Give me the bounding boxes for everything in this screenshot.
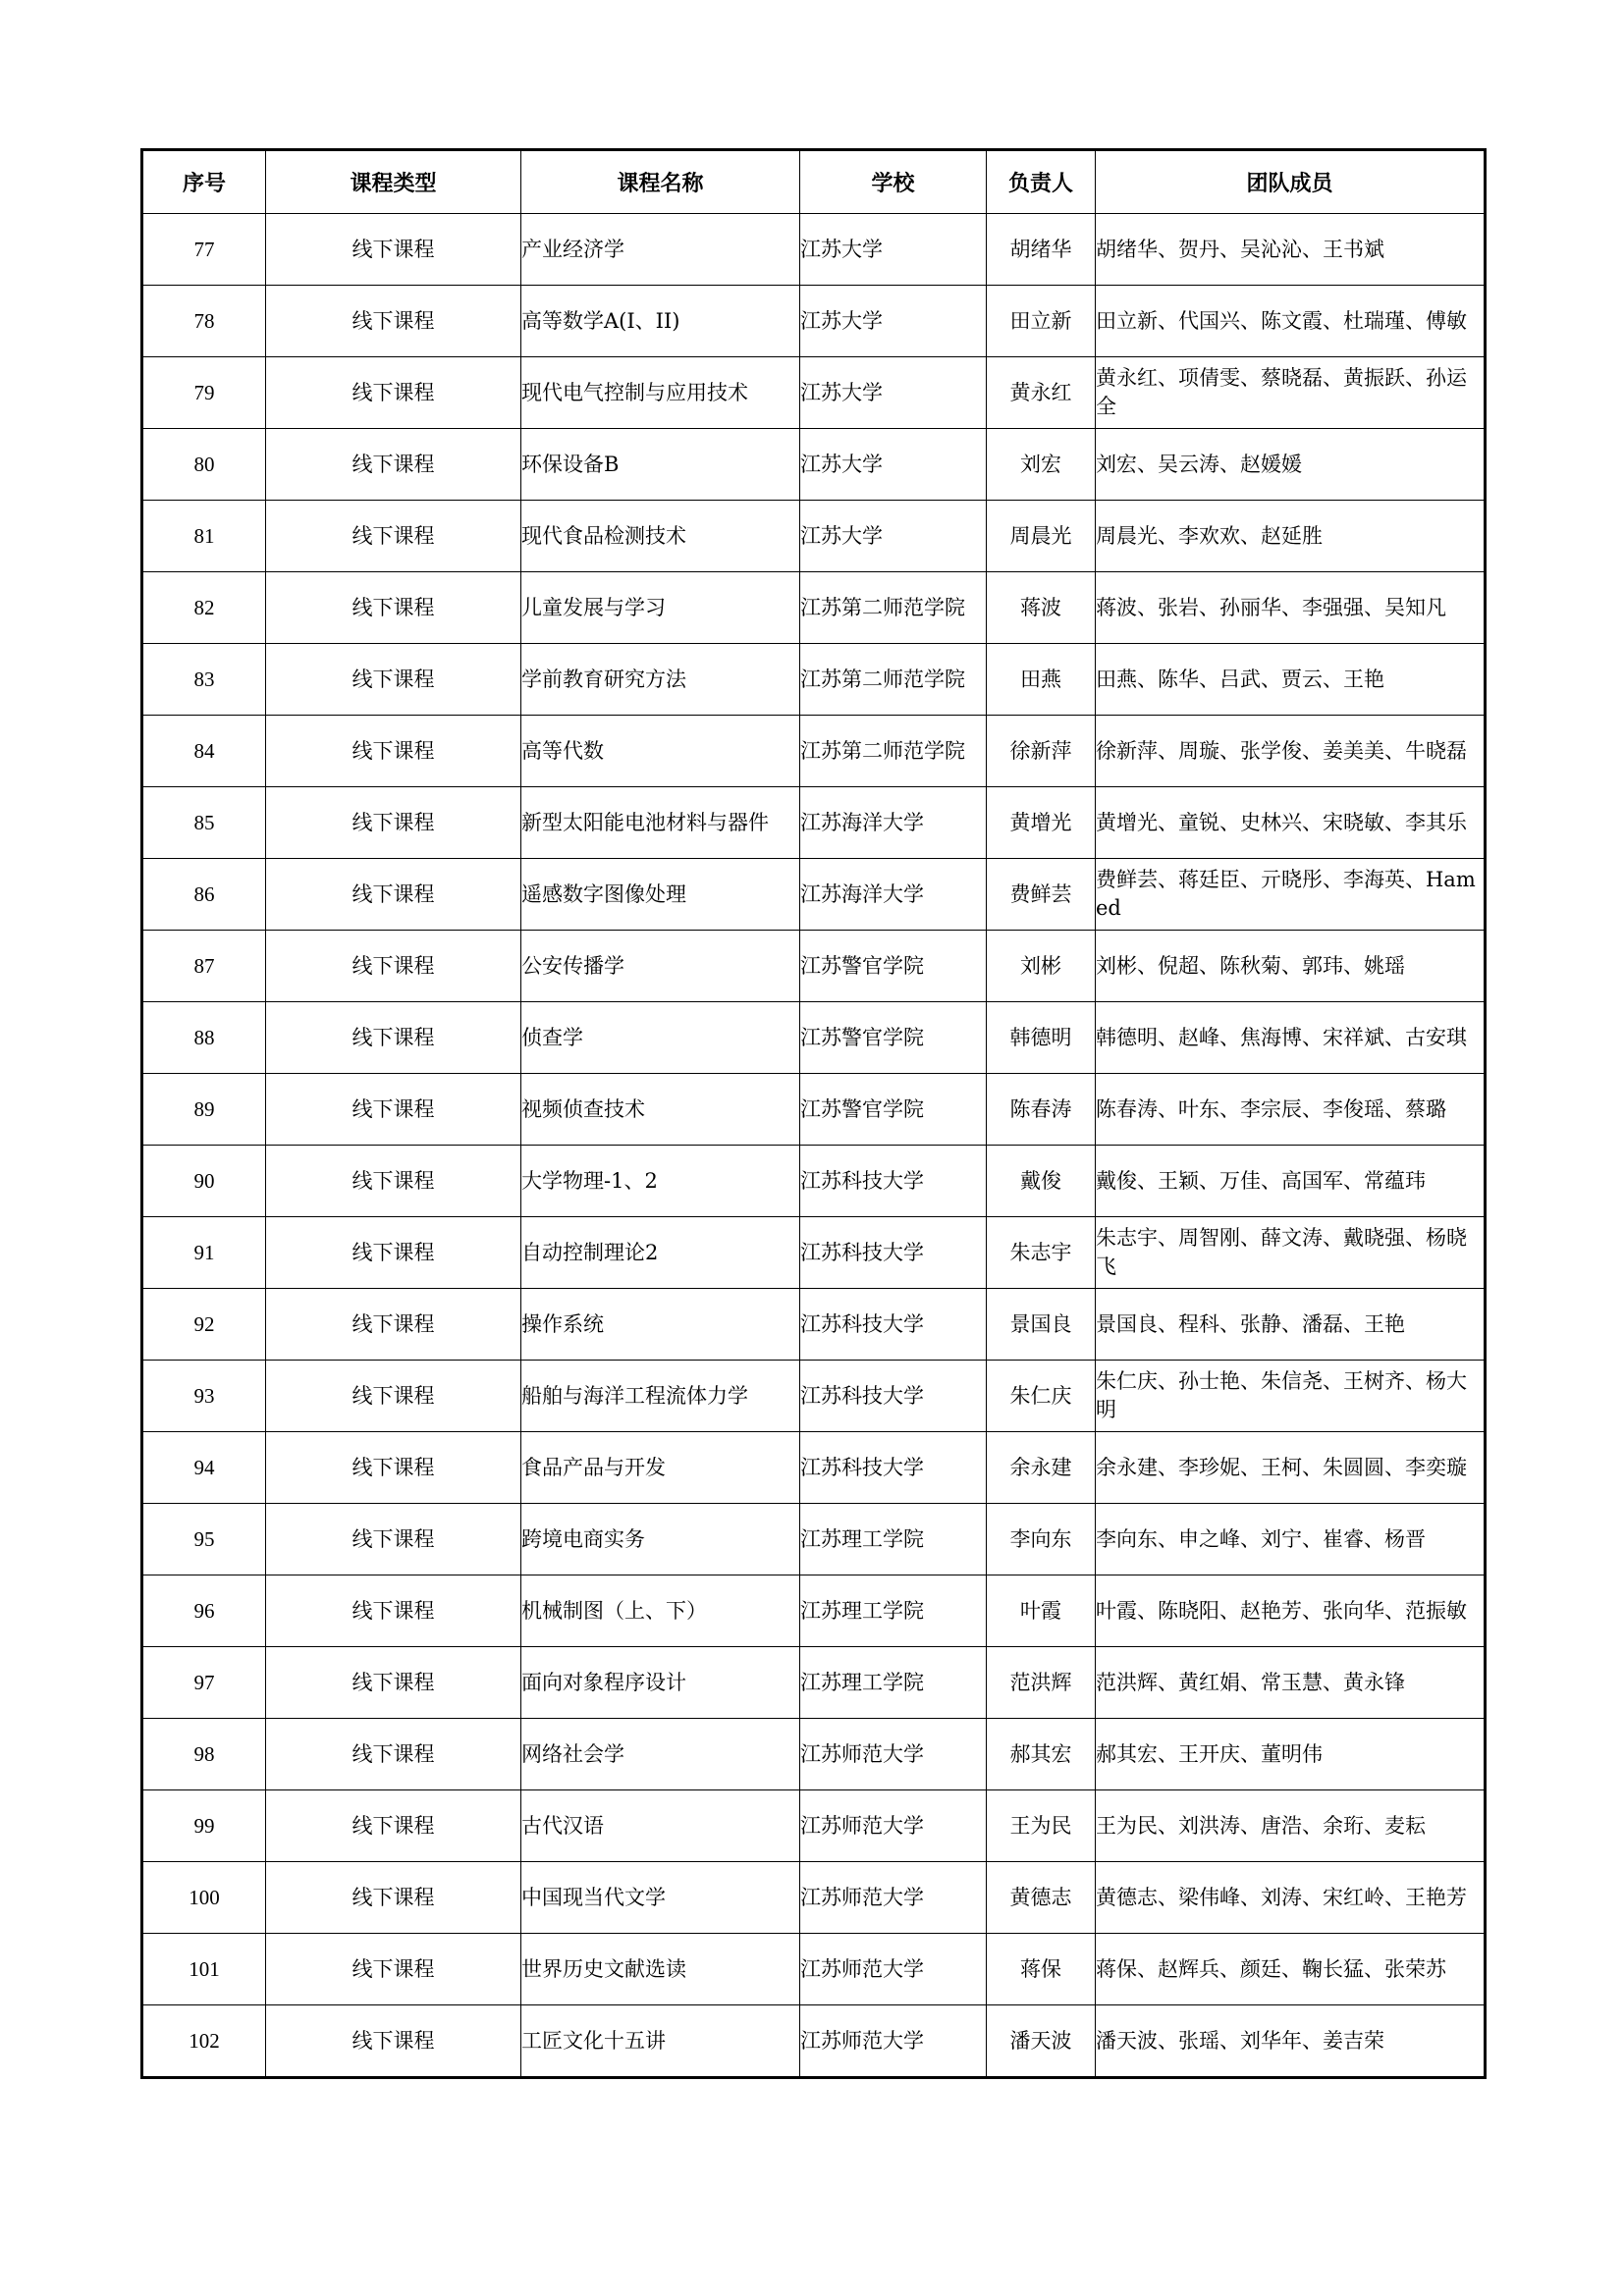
cell-num: 79	[142, 357, 266, 429]
cell-team-members: 胡绪华、贺丹、吴沁沁、王书斌	[1096, 214, 1486, 286]
cell-team-members: 陈春涛、叶东、李宗辰、李俊瑶、蔡璐	[1096, 1074, 1486, 1146]
header-row	[142, 150, 1486, 214]
cell-course-type: 线下课程	[266, 1074, 521, 1146]
cell-team-members: 黄增光、童锐、史林兴、宋晓敏、李其乐	[1096, 787, 1486, 859]
cell-course-name: 遥感数字图像处理	[521, 859, 800, 931]
table-row	[142, 1074, 1486, 1146]
cell-school: 江苏师范大学	[800, 1790, 987, 1862]
table-body	[142, 214, 1486, 2078]
cell-team-members: 潘天波、张瑶、刘华年、姜吉荣	[1096, 2005, 1486, 2078]
cell-lead: 周晨光	[987, 501, 1096, 572]
table-row	[142, 572, 1486, 644]
cell-course-name: 学前教育研究方法	[521, 644, 800, 716]
cell-lead: 田立新	[987, 286, 1096, 357]
table-row	[142, 931, 1486, 1002]
cell-course-name: 船舶与海洋工程流体力学	[521, 1361, 800, 1432]
cell-num: 95	[142, 1504, 266, 1575]
table-row	[142, 1002, 1486, 1074]
cell-team-members: 田立新、代国兴、陈文霞、杜瑞瑾、傅敏	[1096, 286, 1486, 357]
cell-school: 江苏理工学院	[800, 1575, 987, 1647]
cell-school: 江苏师范大学	[800, 2005, 987, 2078]
cell-school: 江苏科技大学	[800, 1217, 987, 1289]
cell-team-members: 范洪辉、黄红娟、常玉慧、黄永锋	[1096, 1647, 1486, 1719]
table-row	[142, 644, 1486, 716]
table-row	[142, 1647, 1486, 1719]
cell-course-type: 线下课程	[266, 716, 521, 787]
cell-num: 85	[142, 787, 266, 859]
cell-school: 江苏海洋大学	[800, 859, 987, 931]
cell-course-type: 线下课程	[266, 644, 521, 716]
cell-num: 94	[142, 1432, 266, 1504]
table-row	[142, 1575, 1486, 1647]
table-row	[142, 501, 1486, 572]
cell-course-type: 线下课程	[266, 214, 521, 286]
cell-school: 江苏警官学院	[800, 1002, 987, 1074]
cell-course-name: 产业经济学	[521, 214, 800, 286]
table-row	[142, 357, 1486, 429]
cell-course-name: 古代汉语	[521, 1790, 800, 1862]
cell-num: 89	[142, 1074, 266, 1146]
cell-course-type: 线下课程	[266, 1146, 521, 1217]
cell-course-type: 线下课程	[266, 2005, 521, 2078]
document-page	[140, 148, 1484, 2079]
cell-team-members: 黄德志、梁伟峰、刘涛、宋红岭、王艳芳	[1096, 1862, 1486, 1934]
cell-school: 江苏第二师范学院	[800, 572, 987, 644]
cell-course-name: 现代食品检测技术	[521, 501, 800, 572]
cell-num: 81	[142, 501, 266, 572]
cell-lead: 王为民	[987, 1790, 1096, 1862]
cell-school: 江苏理工学院	[800, 1504, 987, 1575]
cell-course-name: 面向对象程序设计	[521, 1647, 800, 1719]
cell-team-members: 叶霞、陈晓阳、赵艳芳、张向华、范振敏	[1096, 1575, 1486, 1647]
cell-school: 江苏师范大学	[800, 1719, 987, 1790]
cell-school: 江苏大学	[800, 357, 987, 429]
cell-lead: 刘宏	[987, 429, 1096, 501]
cell-school: 江苏第二师范学院	[800, 644, 987, 716]
table-row	[142, 1146, 1486, 1217]
cell-num: 86	[142, 859, 266, 931]
cell-lead: 田燕	[987, 644, 1096, 716]
cell-course-name: 操作系统	[521, 1289, 800, 1361]
table-row	[142, 214, 1486, 286]
cell-lead: 刘彬	[987, 931, 1096, 1002]
cell-team-members: 刘宏、吴云涛、赵媛媛	[1096, 429, 1486, 501]
cell-num: 78	[142, 286, 266, 357]
cell-team-members: 景国良、程科、张静、潘磊、王艳	[1096, 1289, 1486, 1361]
table-row	[142, 286, 1486, 357]
cell-team-members: 刘彬、倪超、陈秋菊、郭玮、姚瑶	[1096, 931, 1486, 1002]
cell-lead: 李向东	[987, 1504, 1096, 1575]
cell-team-members: 蒋保、赵辉兵、颜廷、鞠长猛、张荣苏	[1096, 1934, 1486, 2005]
cell-course-name: 跨境电商实务	[521, 1504, 800, 1575]
cell-team-members: 黄永红、项倩雯、蔡晓磊、黄振跃、孙运全	[1096, 357, 1486, 429]
cell-lead: 黄永红	[987, 357, 1096, 429]
cell-school: 江苏警官学院	[800, 931, 987, 1002]
table-row	[142, 1217, 1486, 1289]
cell-num: 80	[142, 429, 266, 501]
table-row	[142, 716, 1486, 787]
cell-course-name: 中国现当代文学	[521, 1862, 800, 1934]
header-name: 课程名称	[521, 150, 800, 214]
cell-num: 87	[142, 931, 266, 1002]
cell-lead: 黄德志	[987, 1862, 1096, 1934]
header-team: 团队成员	[1096, 150, 1486, 214]
cell-lead: 郝其宏	[987, 1719, 1096, 1790]
cell-course-name: 世界历史文献选读	[521, 1934, 800, 2005]
cell-course-type: 线下课程	[266, 1790, 521, 1862]
cell-lead: 费鲜芸	[987, 859, 1096, 931]
cell-course-type: 线下课程	[266, 859, 521, 931]
cell-course-name: 新型太阳能电池材料与器件	[521, 787, 800, 859]
cell-team-members: 朱志宇、周智刚、薛文涛、戴晓强、杨晓飞	[1096, 1217, 1486, 1289]
cell-lead: 戴俊	[987, 1146, 1096, 1217]
table-row	[142, 1862, 1486, 1934]
cell-course-type: 线下课程	[266, 1647, 521, 1719]
cell-school: 江苏大学	[800, 286, 987, 357]
cell-lead: 叶霞	[987, 1575, 1096, 1647]
cell-course-name: 工匠文化十五讲	[521, 2005, 800, 2078]
table-row	[142, 429, 1486, 501]
cell-lead: 潘天波	[987, 2005, 1096, 2078]
cell-school: 江苏科技大学	[800, 1146, 987, 1217]
header-school: 学校	[800, 150, 987, 214]
cell-course-name: 高等代数	[521, 716, 800, 787]
cell-course-type: 线下课程	[266, 1575, 521, 1647]
cell-course-type: 线下课程	[266, 1862, 521, 1934]
cell-course-name: 侦查学	[521, 1002, 800, 1074]
cell-team-members: 蒋波、张岩、孙丽华、李强强、吴知凡	[1096, 572, 1486, 644]
cell-course-name: 公安传播学	[521, 931, 800, 1002]
cell-course-type: 线下课程	[266, 572, 521, 644]
header-type: 课程类型	[266, 150, 521, 214]
cell-lead: 徐新萍	[987, 716, 1096, 787]
cell-num: 99	[142, 1790, 266, 1862]
cell-team-members: 戴俊、王颖、万佳、高国军、常蕴玮	[1096, 1146, 1486, 1217]
cell-lead: 朱志宇	[987, 1217, 1096, 1289]
cell-school: 江苏第二师范学院	[800, 716, 987, 787]
cell-course-type: 线下课程	[266, 1719, 521, 1790]
cell-course-type: 线下课程	[266, 1504, 521, 1575]
header-lead: 负责人	[987, 150, 1096, 214]
cell-team-members: 余永建、李珍妮、王柯、朱圆圆、李奕璇	[1096, 1432, 1486, 1504]
cell-course-name: 视频侦查技术	[521, 1074, 800, 1146]
cell-course-type: 线下课程	[266, 501, 521, 572]
cell-lead: 余永建	[987, 1432, 1096, 1504]
table-row	[142, 1934, 1486, 2005]
cell-school: 江苏师范大学	[800, 1862, 987, 1934]
cell-course-name: 食品产品与开发	[521, 1432, 800, 1504]
cell-course-name: 大学物理-1、2	[521, 1146, 800, 1217]
cell-team-members: 李向东、申之峰、刘宁、崔睿、杨晋	[1096, 1504, 1486, 1575]
cell-course-type: 线下课程	[266, 787, 521, 859]
cell-course-type: 线下课程	[266, 286, 521, 357]
table-row	[142, 1790, 1486, 1862]
cell-course-type: 线下课程	[266, 1002, 521, 1074]
cell-lead: 陈春涛	[987, 1074, 1096, 1146]
cell-course-type: 线下课程	[266, 1217, 521, 1289]
cell-school: 江苏师范大学	[800, 1934, 987, 2005]
cell-course-type: 线下课程	[266, 1361, 521, 1432]
cell-num: 102	[142, 2005, 266, 2078]
cell-course-type: 线下课程	[266, 1934, 521, 2005]
cell-team-members: 周晨光、李欢欢、赵延胜	[1096, 501, 1486, 572]
cell-course-name: 机械制图（上、下）	[521, 1575, 800, 1647]
cell-team-members: 韩德明、赵峰、焦海博、宋祥斌、古安琪	[1096, 1002, 1486, 1074]
cell-school: 江苏大学	[800, 429, 987, 501]
cell-num: 83	[142, 644, 266, 716]
table-row	[142, 1432, 1486, 1504]
cell-lead: 韩德明	[987, 1002, 1096, 1074]
cell-school: 江苏海洋大学	[800, 787, 987, 859]
cell-school: 江苏科技大学	[800, 1432, 987, 1504]
cell-school: 江苏科技大学	[800, 1361, 987, 1432]
cell-num: 77	[142, 214, 266, 286]
cell-course-type: 线下课程	[266, 931, 521, 1002]
table-row	[142, 859, 1486, 931]
cell-lead: 蒋保	[987, 1934, 1096, 2005]
cell-team-members: 朱仁庆、孙士艳、朱信尧、王树齐、杨大明	[1096, 1361, 1486, 1432]
cell-course-type: 线下课程	[266, 429, 521, 501]
cell-team-members: 田燕、陈华、吕武、贾云、王艳	[1096, 644, 1486, 716]
cell-course-name: 现代电气控制与应用技术	[521, 357, 800, 429]
cell-num: 96	[142, 1575, 266, 1647]
cell-school: 江苏大学	[800, 501, 987, 572]
cell-num: 98	[142, 1719, 266, 1790]
cell-school: 江苏科技大学	[800, 1289, 987, 1361]
cell-course-name: 环保设备B	[521, 429, 800, 501]
cell-school: 江苏警官学院	[800, 1074, 987, 1146]
cell-school: 江苏大学	[800, 214, 987, 286]
table-row	[142, 1289, 1486, 1361]
cell-course-name: 自动控制理论2	[521, 1217, 800, 1289]
cell-team-members: 徐新萍、周璇、张学俊、姜美美、牛晓磊	[1096, 716, 1486, 787]
cell-num: 82	[142, 572, 266, 644]
cell-team-members: 郝其宏、王开庆、董明伟	[1096, 1719, 1486, 1790]
cell-lead: 景国良	[987, 1289, 1096, 1361]
cell-num: 101	[142, 1934, 266, 2005]
cell-num: 92	[142, 1289, 266, 1361]
cell-num: 91	[142, 1217, 266, 1289]
cell-course-name: 网络社会学	[521, 1719, 800, 1790]
cell-lead: 朱仁庆	[987, 1361, 1096, 1432]
cell-num: 100	[142, 1862, 266, 1934]
course-table	[140, 148, 1487, 2079]
cell-school: 江苏理工学院	[800, 1647, 987, 1719]
table-row	[142, 1719, 1486, 1790]
table-row	[142, 787, 1486, 859]
cell-num: 90	[142, 1146, 266, 1217]
cell-course-name: 高等数学A(I、II)	[521, 286, 800, 357]
cell-num: 93	[142, 1361, 266, 1432]
cell-team-members: 费鲜芸、蒋廷臣、亓晓彤、李海英、Hamed	[1096, 859, 1486, 931]
header-num: 序号	[142, 150, 266, 214]
cell-lead: 黄增光	[987, 787, 1096, 859]
cell-course-name: 儿童发展与学习	[521, 572, 800, 644]
cell-team-members: 王为民、刘洪涛、唐浩、余珩、麦耘	[1096, 1790, 1486, 1862]
table-row	[142, 2005, 1486, 2078]
table-row	[142, 1361, 1486, 1432]
cell-course-type: 线下课程	[266, 357, 521, 429]
cell-lead: 胡绪华	[987, 214, 1096, 286]
cell-num: 84	[142, 716, 266, 787]
cell-course-type: 线下课程	[266, 1432, 521, 1504]
cell-num: 88	[142, 1002, 266, 1074]
cell-lead: 范洪辉	[987, 1647, 1096, 1719]
cell-lead: 蒋波	[987, 572, 1096, 644]
cell-num: 97	[142, 1647, 266, 1719]
cell-course-type: 线下课程	[266, 1289, 521, 1361]
table-row	[142, 1504, 1486, 1575]
